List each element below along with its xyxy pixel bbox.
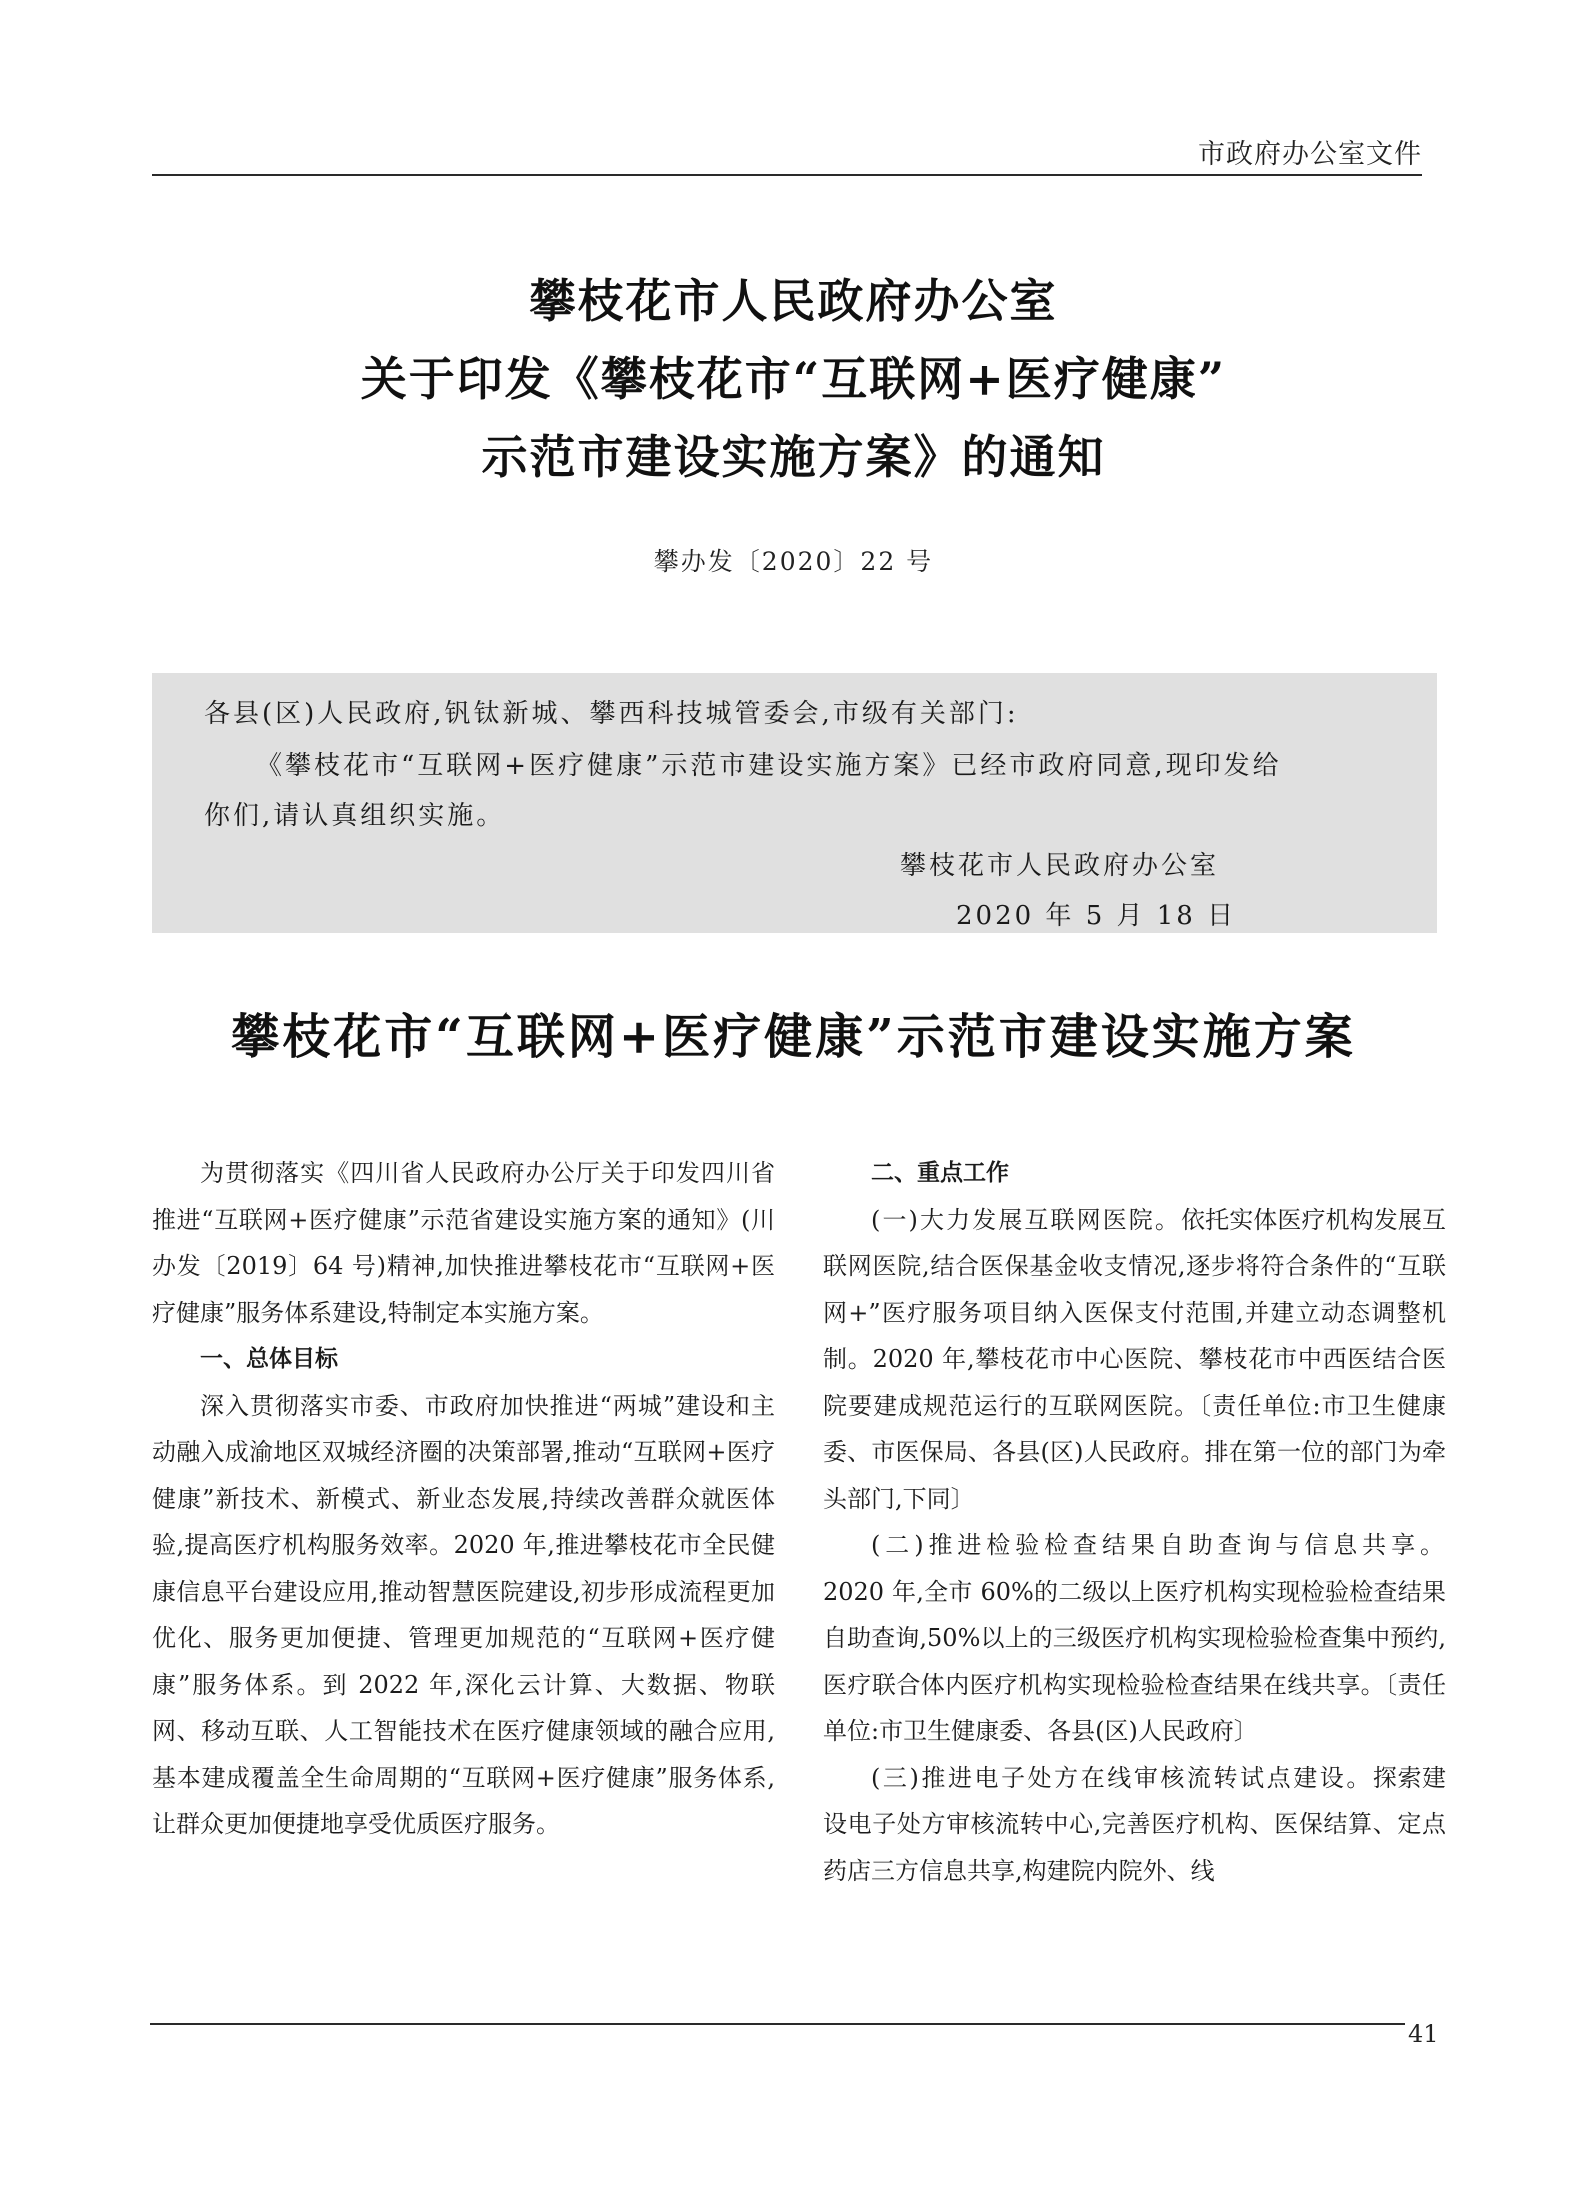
notice-title-line: 关于印发《攀枝花市“互联网+医疗健康” [360,352,1227,406]
plan-title: 攀枝花市“互联网+医疗健康”示范市建设实施方案 [231,1009,1356,1065]
section-heading: 二、重点工作 [871,1160,1009,1186]
work-item-paragraph [823,1197,1446,1523]
work-item-paragraph [823,1755,1446,1895]
running-title: 市政府办公室文件 [1198,139,1422,170]
notice-box [152,673,1437,933]
intro-paragraph: 为贯彻落实《四川省人民政府办公厅关于印发四川省推进“互联网+医疗健康”示范省建设实施方案的通知》(川办发〔2019〕64 号)精神,加快推进攀枝花市“互联网+医疗健康”服务体系建设,特制定本实施方案。 [152,1159,775,1327]
footer-rule [150,2023,1405,2025]
notice-title-line: 示范市建设实施方案》的通知 [481,430,1106,484]
right-column [823,1150,1446,1894]
notice-body-line: 你们,请认真组织实施。 [204,801,506,831]
notice-title [0,262,1587,496]
left-column [152,1150,775,1848]
work-item-heading: (三)推进电子处方在线审核流转试点建设。 [871,1763,1373,1792]
page-number: 41 [1408,2020,1439,2048]
work-item-body: 依托实体医疗机构发展互联网医院,结合医保基金收支情况,逐步将符合条件的“互联网+”医疗服务项目纳入医保支付范围,并建立动态调整机制。2020 年,攀枝花市中心医院、攀枝花市中西医结合医院要建成规范运行的互联网医院。〔责任单位:市卫生健康委、市医保局、各县(区)人民政府。排在第一位的部门为牵头部门,下同〕 [823,1205,1446,1513]
work-item-heading: (二)推进检验检查结果自助查询与信息共享。 [871,1531,1446,1559]
work-item-heading: (一)大力发展互联网医院。 [871,1205,1182,1234]
notice-recipients: 各县(区)人民政府,钒钛新城、攀西科技城管委会,市级有关部门: [204,699,1019,729]
section-paragraph: 深入贯彻落实市委、市政府加快推进“两城”建设和主动融入成渝地区双城经济圈的决策部署,推动“互联网+医疗健康”新技术、新模式、新业态发展,持续改善群众就医体验,提高医疗机构服务效率。2020 年,推进攀枝花市全民健康信息平台建设应用,推动智慧医院建设,初步形成流程更加优化、服务更加便捷、管理更加规范的“互联网+医疗健康”服务体系。到 2022 年,深化云计算、大数据、物联网、移动互联、人工智能技术在医疗健康领域的融合应用,基本建成覆盖全生命周期的“互联网+医疗健康”服务体系,让群众更加便捷地享受优质医疗服务。 [152,1391,775,1838]
section-heading: 一、总体目标 [200,1346,338,1372]
document-number: 攀办发〔2020〕22 号 [653,547,934,576]
notice-date: 2020 年 5 月 18 日 [956,901,1237,931]
work-item-paragraph [823,1522,1446,1755]
page-header [152,128,1422,176]
notice-body-line: 《攀枝花市“互联网+医疗健康”示范市建设实施方案》已经市政府同意,现印发给 [256,751,1282,781]
notice-title-line: 攀枝花市人民政府办公室 [529,274,1058,328]
notice-signature: 攀枝花市人民政府办公室 [900,851,1220,881]
work-item-body: 2020 年,全市 60%的二级以上医疗机构实现检验检查结果自助查询,50%以上的三级医疗机构实现检验检查集中预约,医疗联合体内医疗机构实现检验检查结果在线共享。〔责任单位:市卫生健康委、各县(区)人民政府〕 [823,1577,1446,1745]
work-item-body: 探索建设电子处方审核流转中心,完善医疗机构、医保结算、定点药店三方信息共享,构建院内院外、线 [823,1763,1447,1885]
